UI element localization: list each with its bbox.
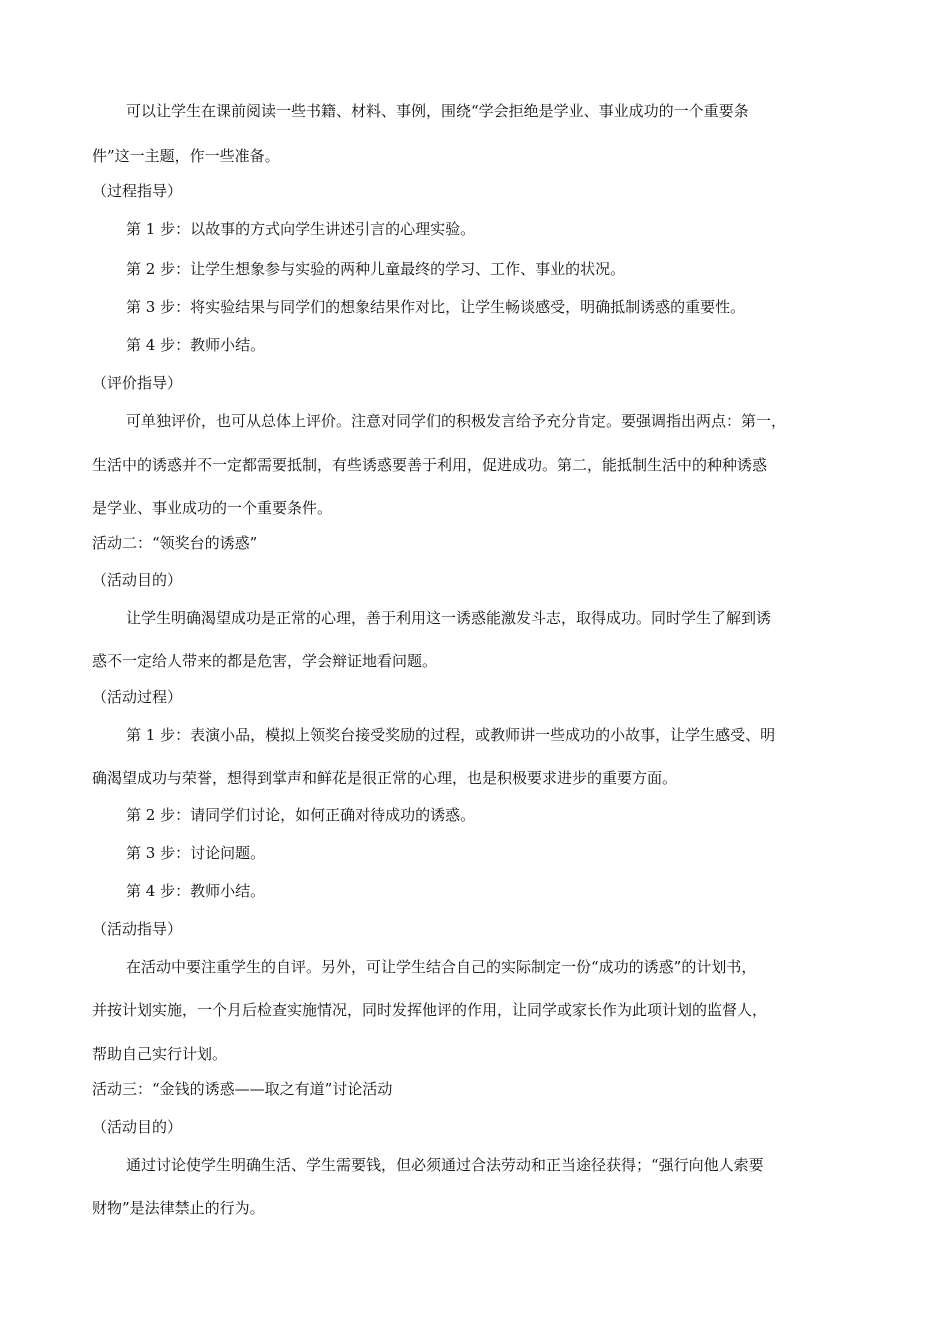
para-line: 在活动中要注重学生的自评。另外，可让学生结合自己的实际制定一份“成功的诱惑”的计划书，: [126, 958, 757, 976]
para-line: 并按计划实施，一个月后检查实施情况，同时发挥他评的作用，让同学或家长作为此项计划的监督人，: [92, 1001, 768, 1019]
section-title: 活动二：“领奖台的诱惑”: [92, 534, 258, 552]
para-line: 第 2 步：请同学们讨论，如何正确对待成功的诱惑。: [126, 806, 476, 824]
para-line: 可以让学生在课前阅读一些书籍、材料、事例，围绕“学会拒绝是学业、事业成功的一个重要条: [126, 102, 749, 120]
subheading: （活动过程）: [92, 688, 183, 706]
para-line: 是学业、事业成功的一个重要条件。: [92, 499, 333, 517]
para-line: 惑不一定给人带来的都是危害，学会辩证地看问题。: [92, 652, 438, 670]
para-line: 帮助自己实行计划。: [92, 1045, 228, 1063]
para-line: 生活中的诱惑并不一定都需要抵制，有些诱惑要善于利用，促进成功。第二，能抵制生活中的种种诱惑: [92, 456, 768, 474]
subheading: （活动目的）: [92, 571, 183, 589]
para-line: 件”这一主题，作一些准备。: [92, 147, 280, 165]
para-line: 第 2 步：让学生想象参与实验的两种儿童最终的学习、工作、事业的状况。: [126, 260, 626, 278]
para-line: 财物”是法律禁止的行为。: [92, 1199, 265, 1217]
para-line: 第 3 步：讨论问题。: [126, 844, 266, 862]
para-line: 第 4 步：教师小结。: [126, 336, 266, 354]
para-line: 让学生明确渴望成功是正常的心理，善于利用这一诱惑能激发斗志，取得成功。同时学生了解到诱: [126, 609, 772, 627]
subheading: （过程指导）: [92, 182, 183, 200]
para-line: 第 3 步：将实验结果与同学们的想象结果作对比，让学生畅谈感受，明确抵制诱惑的重要性。: [126, 298, 746, 316]
subheading: （评价指导）: [92, 374, 183, 392]
para-line: 可单独评价，也可从总体上评价。注意对同学们的积极发言给予充分肯定。要强调指出两点：第一，: [126, 412, 787, 430]
para-line: 第 1 步：表演小品，模拟上领奖台接受奖励的过程，或教师讲一些成功的小故事，让学生感受、明: [126, 726, 776, 744]
para-line: 第 1 步：以故事的方式向学生讲述引言的心理实验。: [126, 220, 476, 238]
para-line: 确渴望成功与荣誉，想得到掌声和鲜花是很正常的心理，也是积极要求进步的重要方面。: [92, 769, 678, 787]
subheading: （活动指导）: [92, 920, 183, 938]
para-line: 第 4 步：教师小结。: [126, 882, 266, 900]
subheading: （活动目的）: [92, 1118, 183, 1136]
section-title: 活动三：“金钱的诱惑——取之有道”讨论活动: [92, 1080, 393, 1098]
para-line: 通过讨论使学生明确生活、学生需要钱，但必须通过合法劳动和正当途径获得；“强行向他人索要: [126, 1156, 764, 1174]
